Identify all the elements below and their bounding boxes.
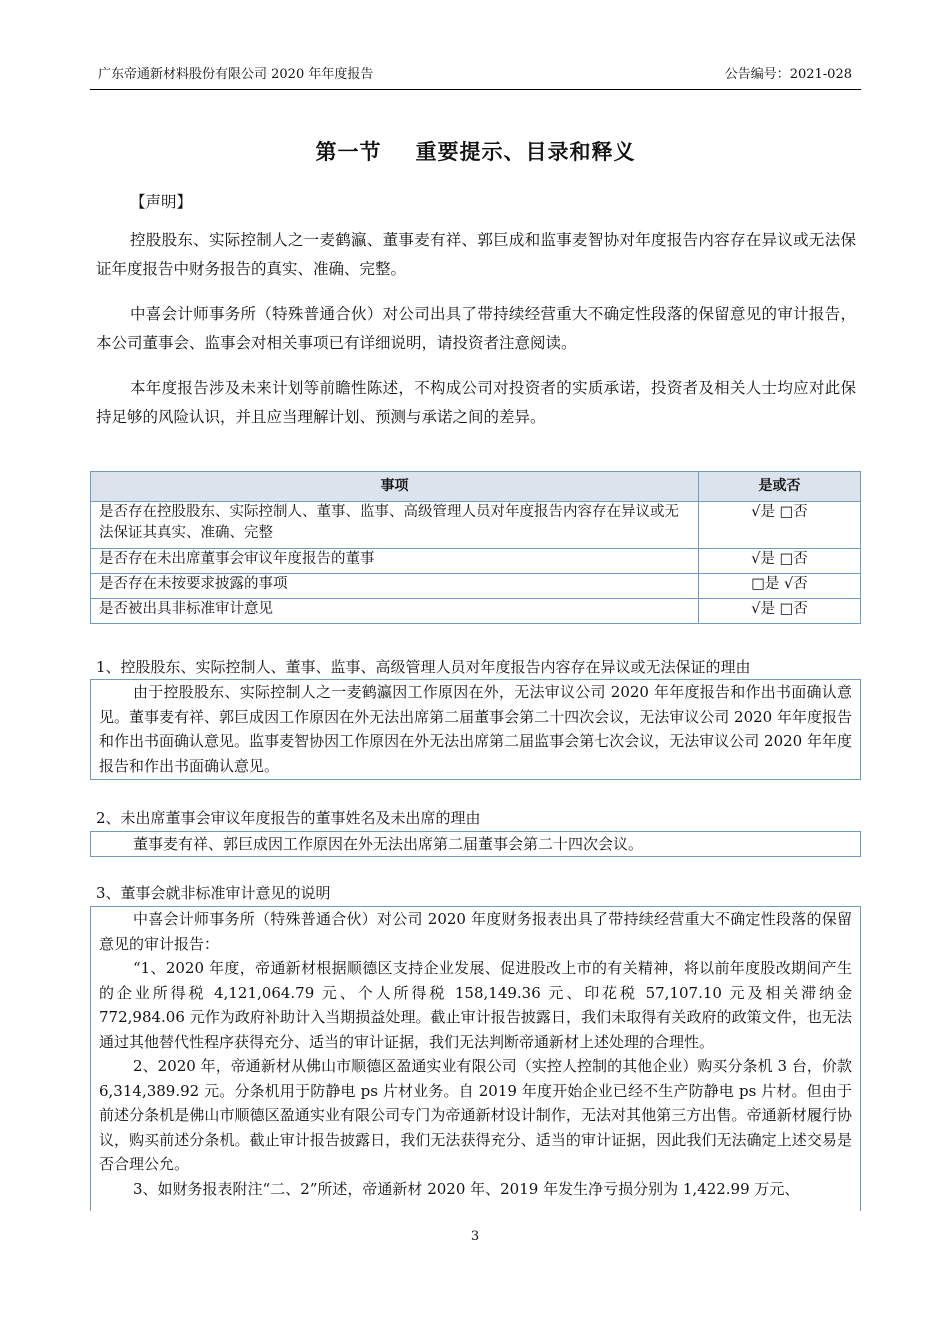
row-item: 是否存在未按要求披露的事项 bbox=[91, 574, 699, 599]
q2-box bbox=[90, 831, 861, 857]
statement-paragraph: 控股股东、实际控制人之一麦鹤瀛、董事麦有祥、郭巨成和监事麦智协对年度报告内容存在异议或无法保证年度报告中财务报告的真实、准确、完整。 bbox=[96, 231, 856, 278]
row-answer: □是 √否 bbox=[699, 574, 861, 599]
q3-paragraph: 中喜会计师事务所（特殊普通合伙）对公司 2020 年度财务报表出具了带持续经营重大不确定性段落的保留意见的审计报告： bbox=[99, 910, 852, 953]
row-item: 是否被出具非标准审计意见 bbox=[91, 599, 699, 624]
header-rule bbox=[90, 89, 861, 90]
q3-title: 3、董事会就非标准审计意见的说明 bbox=[96, 884, 331, 902]
header-company-report: 广东帝通新材料股份有限公司 2020 年年度报告 bbox=[98, 67, 374, 82]
table-row bbox=[91, 574, 861, 599]
statement-heading: 【声明】 bbox=[130, 193, 193, 211]
q3-paragraph: “1、2020 年度，帝通新材根据顺德区支持企业发展、促进股改上市的有关精神，将以前年度股改期间产生的企业所得税 4,121,064.79 元、个人所得税 158,149.36 元、印花税 57,107.10 元及相关滞纳金 772,984.06 元作为政府补助计入当期损益处理。截止审计报告披露日，我们未取得有关政府的政策文件，也无法通过其他替代性程序获得充分、适当的审计证据，我们无法判断帝通新材上述处理的合理性。 bbox=[99, 959, 852, 1051]
statement-paragraph: 中喜会计师事务所（特殊普通合伙）对公司出具了带持续经营重大不确定性段落的保留意见的审计报告，本公司董事会、监事会对相关事项已有详细说明，请投资者注意阅读。 bbox=[96, 305, 856, 352]
section-title-text: 重要提示、目录和释义 bbox=[415, 140, 636, 164]
q1-box bbox=[90, 679, 861, 780]
row-item: 是否存在未出席董事会审议年度报告的董事 bbox=[91, 549, 699, 574]
q2-text: 董事麦有祥、郭巨成因工作原因在外无法出席第二届董事会第二十四次会议。 bbox=[133, 835, 644, 853]
matters-table bbox=[90, 471, 861, 624]
section-title bbox=[90, 136, 861, 166]
row-answer: √是 □否 bbox=[699, 599, 861, 624]
section-number: 第一节 bbox=[315, 140, 382, 164]
page-number: 3 bbox=[470, 1229, 480, 1244]
q1-title: 1、控股股东、实际控制人、董事、监事、高级管理人员对年度报告内容存在异议或无法保证的理由 bbox=[96, 658, 751, 676]
q3-paragraph: 2、2020 年，帝通新材从佛山市顺德区盈通实业有限公司（实控人控制的其他企业）购买分条机 3 台，价款 6,314,389.92 元。分条机用于防静电 ps 片材业务。自 2019 年度开始企业已经不生产防静电 ps 片材。但由于前述分条机是佛山市顺德区盈通实业有限公司专门为帝通新材设计制作，无法对其他第三方出售。帝通新材履行协议，购买前述分条机。截止审计报告披露日，我们无法获得充分、适当的审计证据，因此我们无法确定上述交易是否合理公允。 bbox=[99, 1057, 852, 1173]
statement-paragraph: 本年度报告涉及未来计划等前瞻性陈述，不构成公司对投资者的实质承诺，投资者及相关人士均应对此保持足够的风险认识，并且应当理解计划、预测与承诺之间的差异。 bbox=[96, 379, 856, 426]
q1-text: 由于控股股东、实际控制人之一麦鹤瀛因工作原因在外，无法审议公司 2020 年年度报告和作出书面确认意见。董事麦有祥、郭巨成因工作原因在外无法出席第二届董事会第二十四次会议，无法审议公司 2020 年年度报告和作出书面确认意见。监事麦智协因工作原因在外无法出席第二届监事会第七次会议，无法审议公司 2020 年年度报告和作出书面确认意见。 bbox=[99, 683, 852, 775]
row-item: 是否存在控股股东、实际控制人、董事、监事、高级管理人员对年度报告内容存在异议或无法保证其真实、准确、完整 bbox=[91, 502, 699, 549]
header-announcement-no: 公告编号：2021-028 bbox=[724, 67, 852, 82]
col-item-header: 事项 bbox=[91, 472, 699, 502]
table-row bbox=[91, 599, 861, 624]
col-answer-header: 是或否 bbox=[699, 472, 861, 502]
q3-box bbox=[90, 906, 861, 1211]
row-answer: √是 □否 bbox=[699, 502, 861, 549]
row-answer: √是 □否 bbox=[699, 549, 861, 574]
q2-title: 2、未出席董事会审议年度报告的董事姓名及未出席的理由 bbox=[96, 809, 481, 827]
table-row bbox=[91, 502, 861, 549]
q3-paragraph: 3、如财务报表附注“二、2”所述，帝通新材 2020 年、2019 年发生净亏损分别为 1,422.99 万元、 bbox=[133, 1179, 800, 1198]
table-row bbox=[91, 549, 861, 574]
table-header-row bbox=[91, 472, 861, 502]
